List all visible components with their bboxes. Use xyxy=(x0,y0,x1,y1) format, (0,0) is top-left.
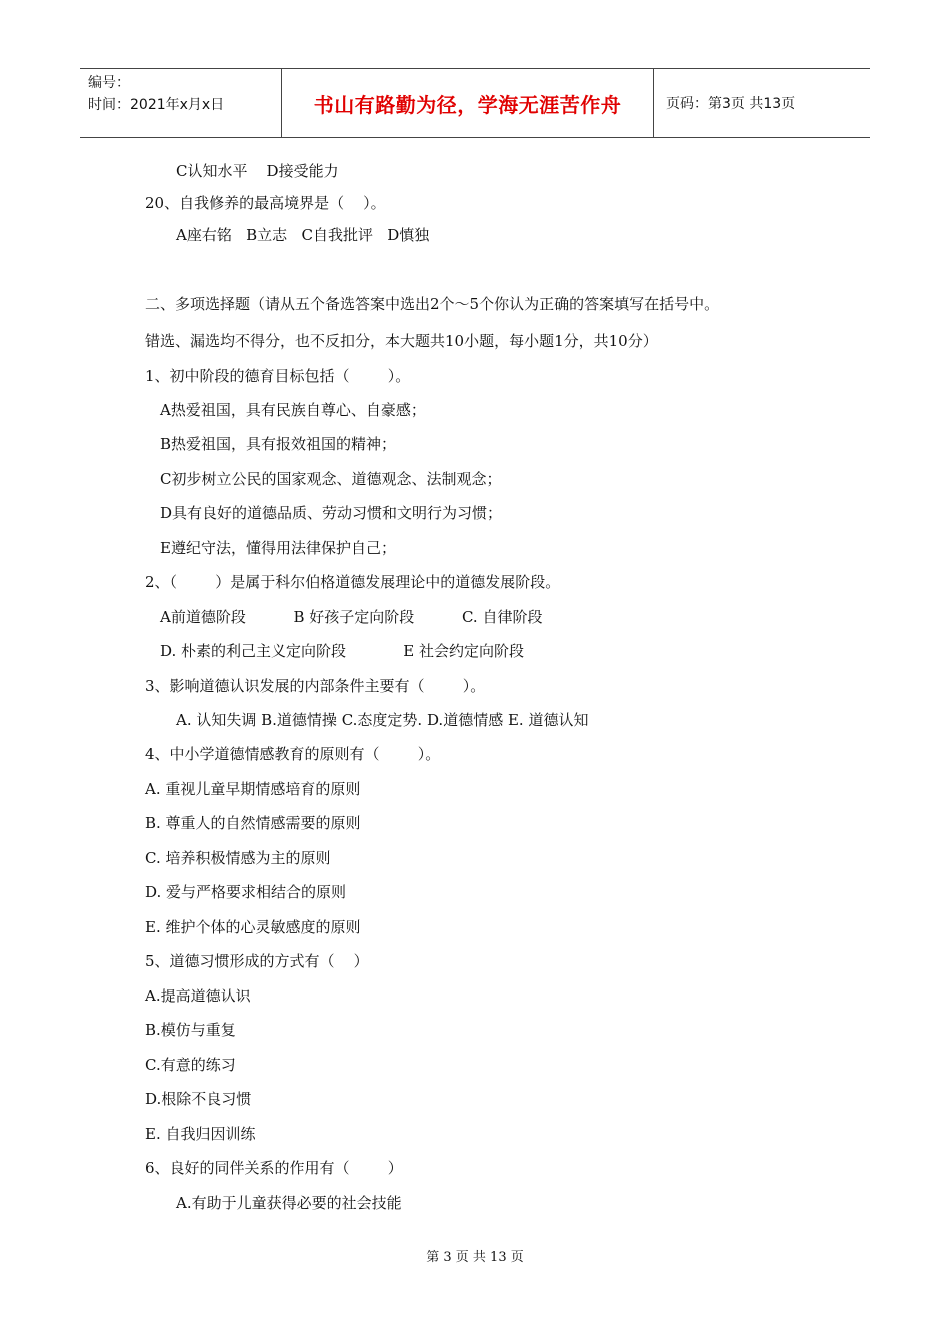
section-instructions: 错选、漏选均不得分，也不反扣分，本大题共10小题，每小题1分，共10分） xyxy=(145,332,658,350)
time-label: 时间：2021年x月x日 xyxy=(88,97,225,113)
page-info: 页码：第3页 共13页 xyxy=(666,96,796,112)
option-line: D具有良好的道德品质、劳动习惯和文明行为习惯； xyxy=(160,504,503,522)
option-line: A热爱祖国，具有民族自尊心、自豪感； xyxy=(160,401,426,419)
option-line: C认知水平 D接受能力 xyxy=(176,162,339,180)
option-line: A.提高道德认识 xyxy=(145,987,251,1005)
option-line: C.有意的练习 xyxy=(145,1056,236,1074)
question-line: 3、影响道德认识发展的内部条件主要有（ ）。 xyxy=(145,677,486,695)
option-line: E遵纪守法，懂得用法律保护自己； xyxy=(160,539,396,557)
option-line: D. 爱与严格要求相结合的原则 xyxy=(145,883,347,901)
option-line: B.模仿与重复 xyxy=(145,1021,236,1039)
option-line: A.有助于儿童获得必要的社会技能 xyxy=(176,1194,402,1212)
page-header xyxy=(80,68,870,138)
header-page-cell xyxy=(654,69,870,137)
question-line: 2、（ ）是属于科尔伯格道德发展理论中的道德发展阶段。 xyxy=(145,573,561,591)
question-line: 20、自我修养的最高境界是（ ）。 xyxy=(145,194,386,212)
page-footer: 第 3 页 共 13 页 xyxy=(426,1250,524,1265)
option-line: C初步树立公民的国家观念、道德观念、法制观念； xyxy=(160,470,502,488)
question-line: 5、道德习惯形成的方式有（ ） xyxy=(145,952,369,970)
option-line: B. 尊重人的自然情感需要的原则 xyxy=(145,814,361,832)
option-line: A座右铭 B立志 C自我批评 D慎独 xyxy=(176,226,430,244)
option-line: A. 认知失调 B.道德情操 C.态度定势. D.道德情感 E. 道德认知 xyxy=(176,711,589,729)
question-line: 4、中小学道德情感教育的原则有（ ）。 xyxy=(145,745,441,763)
option-line: A. 重视儿童早期情感培育的原则 xyxy=(145,780,361,798)
option-line: D. 朴素的利己主义定向阶段 E 社会约定向阶段 xyxy=(160,642,524,660)
question-line: 1、初中阶段的德育目标包括（ ）。 xyxy=(145,367,411,385)
option-line: D.根除不良习惯 xyxy=(145,1090,252,1108)
section-heading: 二、多项选择题（请从五个备选答案中选出2个～5个你认为正确的答案填写在括号中。 xyxy=(145,295,720,313)
option-line: C. 培养积极情感为主的原则 xyxy=(145,849,331,867)
option-line: E. 维护个体的心灵敏感度的原则 xyxy=(145,918,361,936)
option-line: A前道德阶段 B 好孩子定向阶段 C. 自律阶段 xyxy=(160,608,543,626)
header-meta xyxy=(80,69,282,137)
option-line: B热爱祖国，具有报效祖国的精神； xyxy=(160,435,397,453)
header-motto-cell xyxy=(282,69,654,137)
code-label: 编号： xyxy=(88,75,130,91)
question-line: 6、良好的同伴关系的作用有（ ） xyxy=(145,1159,403,1177)
option-line: E. 自我归因训练 xyxy=(145,1125,256,1143)
motto-text: 书山有路勤为径，学海无涯苦作舟 xyxy=(313,92,622,117)
